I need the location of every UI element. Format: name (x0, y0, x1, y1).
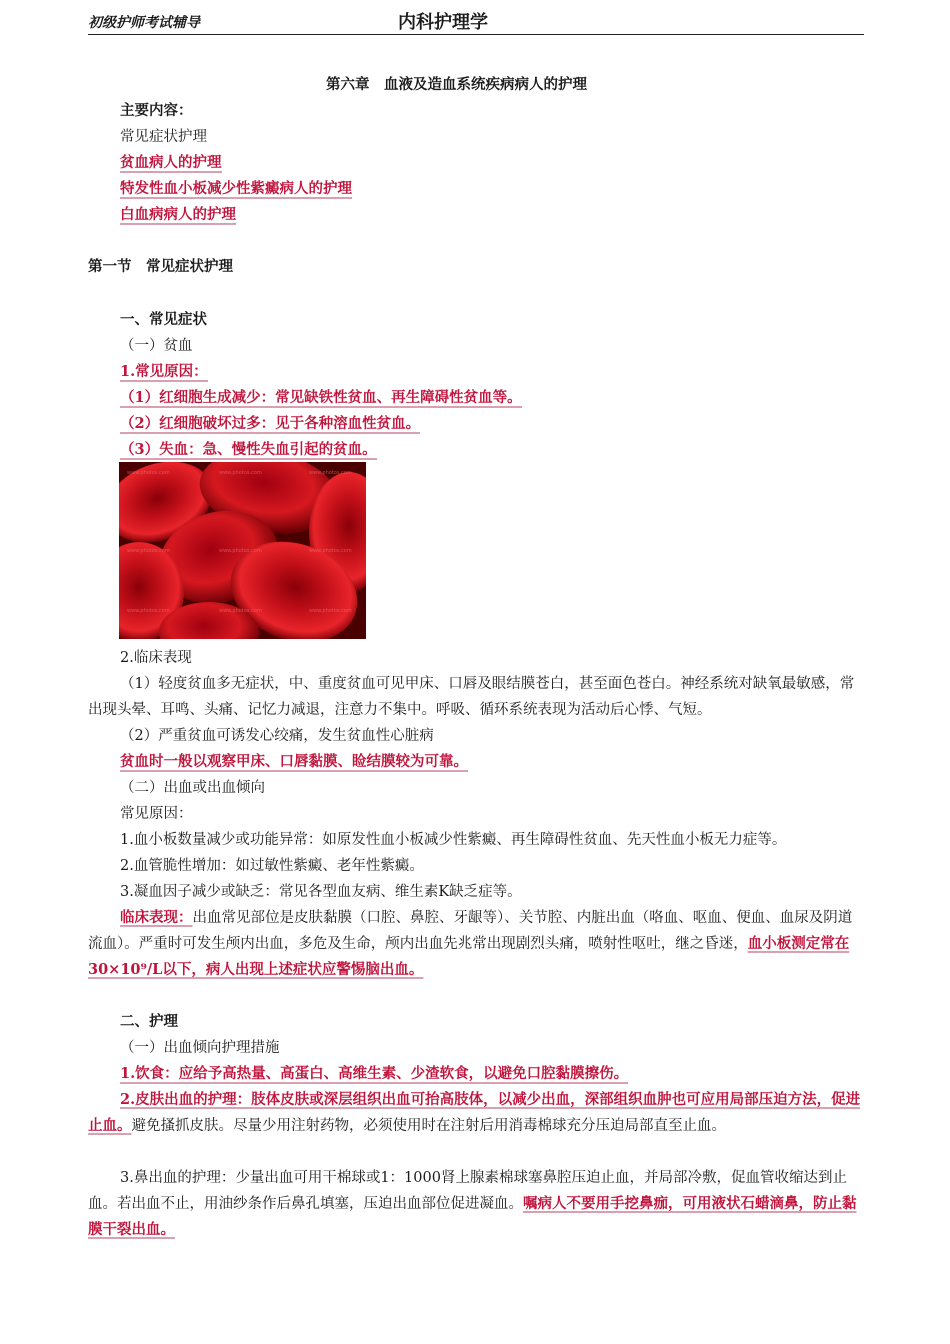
care-text: 避免搔抓皮肤。尽量少用注射药物，必须使用时在注射后用消毒棉球充分压迫局部直至止血。 (131, 1118, 726, 1134)
cause-item: （3）失血：急、慢性失血引起的贫血。 (120, 441, 377, 458)
cause-item: （1）红细胞生成减少：常见缺铁性贫血、再生障碍性贫血等。 (120, 389, 522, 406)
care-text: 3.鼻出血的护理：少量出血可用干棉球或1：1000肾上腺素棉球塞鼻腔压迫止血，并局部冷敷，促血管收缩达到止血。若出血不止，用油纱条作后鼻孔填塞，压迫出血部位促进凝血。 (88, 1170, 847, 1212)
watermark: www.photos.com (219, 608, 262, 614)
main-content-link[interactable]: 白血病病人的护理 (120, 206, 236, 223)
main-content-heading: 主要内容： (120, 102, 193, 119)
clinical-label: 临床表现： (120, 909, 193, 926)
clinical-heading: 2.临床表现 (120, 650, 192, 666)
cause-item: 2.血管脆性增加：如过敏性紫癜、老年性紫癜。 (120, 858, 424, 874)
watermark: www.photos.com (309, 470, 352, 476)
header-left-title: 初级护师考试辅导 (88, 15, 200, 31)
watermark: www.photos.com (219, 470, 262, 476)
clinical-paragraph: （1）轻度贫血多无症状，中、重度贫血可见甲床、口唇及眼结膜苍白，甚至面色苍白。神经系统对缺氧最敏感，常出现头晕、耳鸣、头痛、记忆力减退，注意力不集中。呼吸、循环系统表现为活动后心悸、气短。 (88, 676, 855, 718)
header-center-title: 内科护理学 (398, 12, 488, 33)
part-heading: 二、护理 (120, 1013, 178, 1030)
part-heading: 一、常见症状 (120, 311, 207, 328)
care-paragraph (88, 1165, 864, 1243)
watermark: www.photos.com (127, 548, 170, 554)
watermark: www.photos.com (219, 548, 262, 554)
subsection-heading: （一）出血倾向护理措施 (120, 1040, 280, 1056)
cause-heading: 常见原因： (120, 806, 193, 822)
page-header (88, 8, 864, 35)
care-key: 2.皮肤出血的护理：肢体皮肤或深层组织出血可抬高肢体，以减少出血，深部组织血肿也可应用局部压迫方法，促进止血。 (88, 1091, 861, 1134)
section-heading: 第一节 常见症状护理 (88, 258, 233, 275)
subsection-heading: （二）出血或出血倾向 (120, 780, 265, 796)
cause-heading: 1.常见原因： (120, 363, 208, 380)
watermark: www.photos.com (127, 470, 170, 476)
key-point: 血小板测定常在30×10⁹/L以下，病人出现上述症状应警惕脑出血。 (88, 935, 850, 978)
watermark: www.photos.com (309, 608, 352, 614)
main-content-link[interactable]: 贫血病人的护理 (120, 154, 222, 171)
watermark: www.photos.com (127, 608, 170, 614)
cause-item: 1.血小板数量减少或功能异常：如原发性血小板减少性紫癜、再生障碍性贫血、先天性血小板无力症等。 (120, 832, 787, 848)
clinical-paragraph (88, 905, 864, 983)
cause-item: （2）红细胞破坏过多：见于各种溶血性贫血。 (120, 415, 421, 432)
main-content-item: 常见症状护理 (120, 129, 207, 145)
care-key: 嘱病人不要用手挖鼻痂，可用液状石蜡滴鼻，防止黏膜干裂出血。 (88, 1195, 857, 1238)
key-point: 贫血时一般以观察甲床、口唇黏膜、睑结膜较为可靠。 (120, 753, 468, 770)
red-blood-cells-image (119, 462, 366, 639)
clinical-text: 出血常见部位是皮肤黏膜（口腔、鼻腔、牙龈等）、关节腔、内脏出血（咯血、呕血、便血、血尿及阴道流血）。严重时可发生颅内出血，多危及生命，颅内出血先兆常出现剧烈头痛，喷射性呕吐，继之昏迷， (88, 910, 853, 952)
care-item: 1.饮食：应给予高热量、高蛋白、高维生素、少渣软食，以避免口腔黏膜擦伤。 (120, 1065, 629, 1082)
main-content-link[interactable]: 特发性血小板减少性紫癜病人的护理 (120, 180, 352, 197)
care-paragraph (88, 1087, 864, 1139)
watermark: www.photos.com (309, 548, 352, 554)
subsection-heading: （一）贫血 (120, 338, 193, 354)
chapter-title: 第六章 血液及造血系统疾病病人的护理 (326, 76, 587, 93)
clinical-paragraph: （2）严重贫血可诱发心绞痛，发生贫血性心脏病 (120, 728, 434, 744)
cause-item: 3.凝血因子减少或缺乏：常见各型血友病、维生素K缺乏症等。 (120, 884, 522, 900)
